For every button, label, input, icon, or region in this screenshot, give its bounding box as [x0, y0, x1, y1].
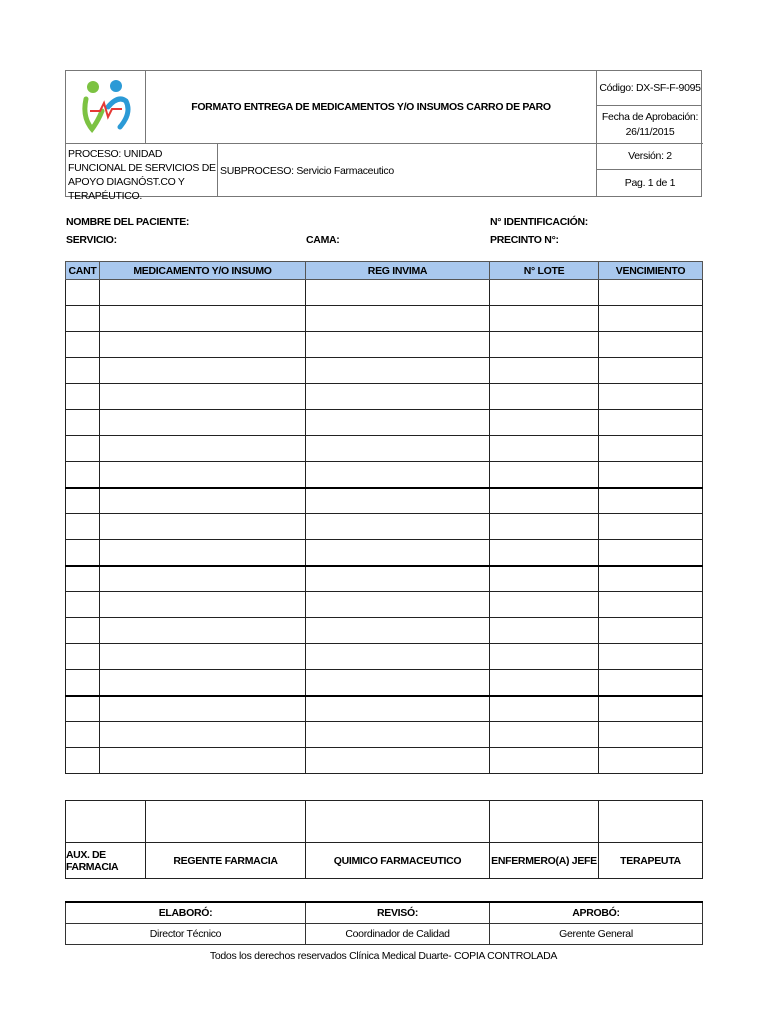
reg-invima-cell[interactable] [306, 306, 490, 332]
terapeuta-label: TERAPEUTA [599, 843, 703, 879]
reg-invima-cell[interactable] [306, 566, 490, 592]
table-row [66, 280, 703, 306]
vencimiento-cell[interactable] [599, 748, 703, 774]
table-row [66, 332, 703, 358]
reg-invima-cell[interactable] [306, 332, 490, 358]
cant-cell[interactable] [66, 462, 100, 488]
cant-cell[interactable] [66, 592, 100, 618]
cant-cell[interactable] [66, 410, 100, 436]
reg-invima-cell[interactable] [306, 644, 490, 670]
vencimiento-cell[interactable] [599, 644, 703, 670]
table-row [66, 540, 703, 566]
reg-invima-cell[interactable] [306, 436, 490, 462]
patient-id-label: N° IDENTIFICACIÓN: [490, 216, 588, 228]
service-label: SERVICIO: [66, 234, 117, 246]
medicamento-cell[interactable] [100, 644, 306, 670]
lote-cell[interactable] [490, 566, 599, 592]
table-row [66, 748, 703, 774]
lote-cell[interactable] [490, 358, 599, 384]
vencimiento-cell[interactable] [599, 332, 703, 358]
vencimiento-cell[interactable] [599, 488, 703, 514]
aprobo-label: APROBÓ: [490, 902, 703, 923]
aux-farmacia-label: AUX. DE FARMACIA [66, 843, 146, 879]
medicamento-cell[interactable] [100, 670, 306, 696]
cant-cell[interactable] [66, 748, 100, 774]
column-header-vencimiento: VENCIMIENTO [599, 262, 703, 280]
approval-date-value: 26/11/2015 [625, 126, 675, 138]
table-row [66, 488, 703, 514]
medicamento-cell[interactable] [100, 462, 306, 488]
medicamento-cell[interactable] [100, 748, 306, 774]
lote-cell[interactable] [490, 436, 599, 462]
approval-table [65, 901, 703, 945]
table-row [66, 462, 703, 488]
table-row [66, 722, 703, 748]
cant-cell[interactable] [66, 358, 100, 384]
reg-invima-cell[interactable] [306, 670, 490, 696]
cant-cell[interactable] [66, 280, 100, 306]
lote-cell[interactable] [490, 696, 599, 722]
reg-invima-cell[interactable] [306, 540, 490, 566]
cant-cell[interactable] [66, 514, 100, 540]
cant-cell[interactable] [66, 306, 100, 332]
reg-invima-cell[interactable] [306, 748, 490, 774]
cant-cell[interactable] [66, 722, 100, 748]
cant-cell[interactable] [66, 644, 100, 670]
medicamento-cell[interactable] [100, 540, 306, 566]
aprobo-value: Gerente General [490, 923, 703, 944]
medication-table [65, 261, 703, 774]
table-row [66, 670, 703, 696]
cant-cell[interactable] [66, 670, 100, 696]
vencimiento-cell[interactable] [599, 358, 703, 384]
reg-invima-cell[interactable] [306, 358, 490, 384]
medicamento-cell[interactable] [100, 566, 306, 592]
reg-invima-cell[interactable] [306, 722, 490, 748]
form-title: FORMATO ENTREGA DE MEDICAMENTOS Y/O INSUMOS CARRO DE PARO [191, 101, 551, 113]
document-header [65, 70, 702, 202]
reg-invima-cell[interactable] [306, 696, 490, 722]
table-row [66, 592, 703, 618]
clinic-logo [78, 77, 134, 135]
signature-box-terapeuta[interactable] [599, 801, 703, 843]
cant-cell[interactable] [66, 696, 100, 722]
table-row [66, 644, 703, 670]
medicamento-cell[interactable] [100, 618, 306, 644]
medicamento-cell[interactable] [100, 722, 306, 748]
subprocess-label: SUBPROCESO: Servicio Farmaceutico [220, 165, 394, 177]
cant-cell[interactable] [66, 488, 100, 514]
table-row [66, 384, 703, 410]
lote-cell[interactable] [490, 306, 599, 332]
lote-cell[interactable] [490, 540, 599, 566]
reg-invima-cell[interactable] [306, 280, 490, 306]
page-number: Pag. 1 de 1 [624, 177, 676, 189]
bed-label: CAMA: [306, 234, 340, 246]
elaboro-label: ELABORÓ: [66, 902, 306, 923]
medicamento-cell[interactable] [100, 696, 306, 722]
signature-space-row [66, 801, 703, 843]
lote-cell[interactable] [490, 722, 599, 748]
lote-cell[interactable] [490, 618, 599, 644]
lote-cell[interactable] [490, 332, 599, 358]
table-row [66, 696, 703, 722]
seal-number-label: PRECINTO N°: [490, 234, 559, 246]
approval-label-row [66, 902, 703, 923]
signature-box-aux[interactable] [66, 801, 146, 843]
vencimiento-cell[interactable] [599, 462, 703, 488]
medicamento-cell[interactable] [100, 280, 306, 306]
vencimiento-cell[interactable] [599, 618, 703, 644]
medicamento-cell[interactable] [100, 332, 306, 358]
lote-cell[interactable] [490, 748, 599, 774]
cant-cell[interactable] [66, 436, 100, 462]
medicamento-cell[interactable] [100, 358, 306, 384]
lote-cell[interactable] [490, 462, 599, 488]
vencimiento-cell[interactable] [599, 592, 703, 618]
patient-name-label: NOMBRE DEL PACIENTE: [66, 216, 190, 228]
vencimiento-cell[interactable] [599, 306, 703, 332]
vencimiento-cell[interactable] [599, 696, 703, 722]
approval-date-label: Fecha de Aprobación: [601, 111, 699, 123]
table-row [66, 436, 703, 462]
lote-cell[interactable] [490, 488, 599, 514]
column-header-medicamento: MEDICAMENTO Y/O INSUMO [100, 262, 306, 280]
column-header-reg-invima: REG INVIMA [306, 262, 490, 280]
reg-invima-cell[interactable] [306, 384, 490, 410]
reg-invima-cell[interactable] [306, 462, 490, 488]
medicamento-cell[interactable] [100, 410, 306, 436]
table-row [66, 618, 703, 644]
regente-farmacia-label: REGENTE FARMACIA [146, 843, 306, 879]
reviso-label: REVISÓ: [306, 902, 490, 923]
lote-cell[interactable] [490, 384, 599, 410]
vencimiento-cell[interactable] [599, 566, 703, 592]
table-row [66, 358, 703, 384]
medicamento-cell[interactable] [100, 306, 306, 332]
signature-box-enfermero[interactable] [490, 801, 599, 843]
cant-cell[interactable] [66, 540, 100, 566]
medicamento-cell[interactable] [100, 384, 306, 410]
vencimiento-cell[interactable] [599, 384, 703, 410]
reg-invima-cell[interactable] [306, 488, 490, 514]
vencimiento-cell[interactable] [599, 436, 703, 462]
lote-cell[interactable] [490, 514, 599, 540]
cant-cell[interactable] [66, 618, 100, 644]
reg-invima-cell[interactable] [306, 514, 490, 540]
vencimiento-cell[interactable] [599, 670, 703, 696]
vencimiento-cell[interactable] [599, 540, 703, 566]
reg-invima-cell[interactable] [306, 618, 490, 644]
lote-cell[interactable] [490, 670, 599, 696]
signature-label-row [66, 843, 703, 879]
vencimiento-cell[interactable] [599, 722, 703, 748]
reg-invima-cell[interactable] [306, 592, 490, 618]
table-row [66, 514, 703, 540]
medicamento-cell[interactable] [100, 488, 306, 514]
version-label: Versión: 2 [628, 150, 672, 162]
approval-value-row [66, 923, 703, 944]
cant-cell[interactable] [66, 566, 100, 592]
vencimiento-cell[interactable] [599, 410, 703, 436]
medicamento-cell[interactable] [100, 592, 306, 618]
cant-cell[interactable] [66, 384, 100, 410]
cant-cell[interactable] [66, 332, 100, 358]
document-code: Código: DX-SF-F-9095 [599, 82, 701, 94]
reg-invima-cell[interactable] [306, 410, 490, 436]
reviso-value: Coordinador de Calidad [306, 923, 490, 944]
lote-cell[interactable] [490, 644, 599, 670]
signature-box-quimico[interactable] [306, 801, 490, 843]
process-label: PROCESO: UNIDAD FUNCIONAL DE SERVICIOS DE APOYO DIAGNÓST.CO Y TERAPÉUTICO. [68, 148, 216, 202]
signature-box-regente[interactable] [146, 801, 306, 843]
medicamento-cell[interactable] [100, 436, 306, 462]
table-row [66, 306, 703, 332]
table-header-row [66, 262, 703, 280]
vencimiento-cell[interactable] [599, 514, 703, 540]
quimico-farmaceutico-label: QUIMICO FARMACEUTICO [306, 843, 490, 879]
vencimiento-cell[interactable] [599, 280, 703, 306]
column-header-lote: N° LOTE [490, 262, 599, 280]
enfermero-jefe-label: ENFERMERO(A) JEFE [490, 843, 599, 879]
column-header-cant: CANT [66, 262, 100, 280]
medicamento-cell[interactable] [100, 514, 306, 540]
footer-copyright: Todos los derechos reservados Clínica Medical Duarte- COPIA CONTROLADA [209, 950, 558, 962]
table-row [66, 410, 703, 436]
signature-table [65, 800, 703, 879]
lote-cell[interactable] [490, 280, 599, 306]
lote-cell[interactable] [490, 410, 599, 436]
lote-cell[interactable] [490, 592, 599, 618]
table-row [66, 566, 703, 592]
elaboro-value: Director Técnico [66, 923, 306, 944]
